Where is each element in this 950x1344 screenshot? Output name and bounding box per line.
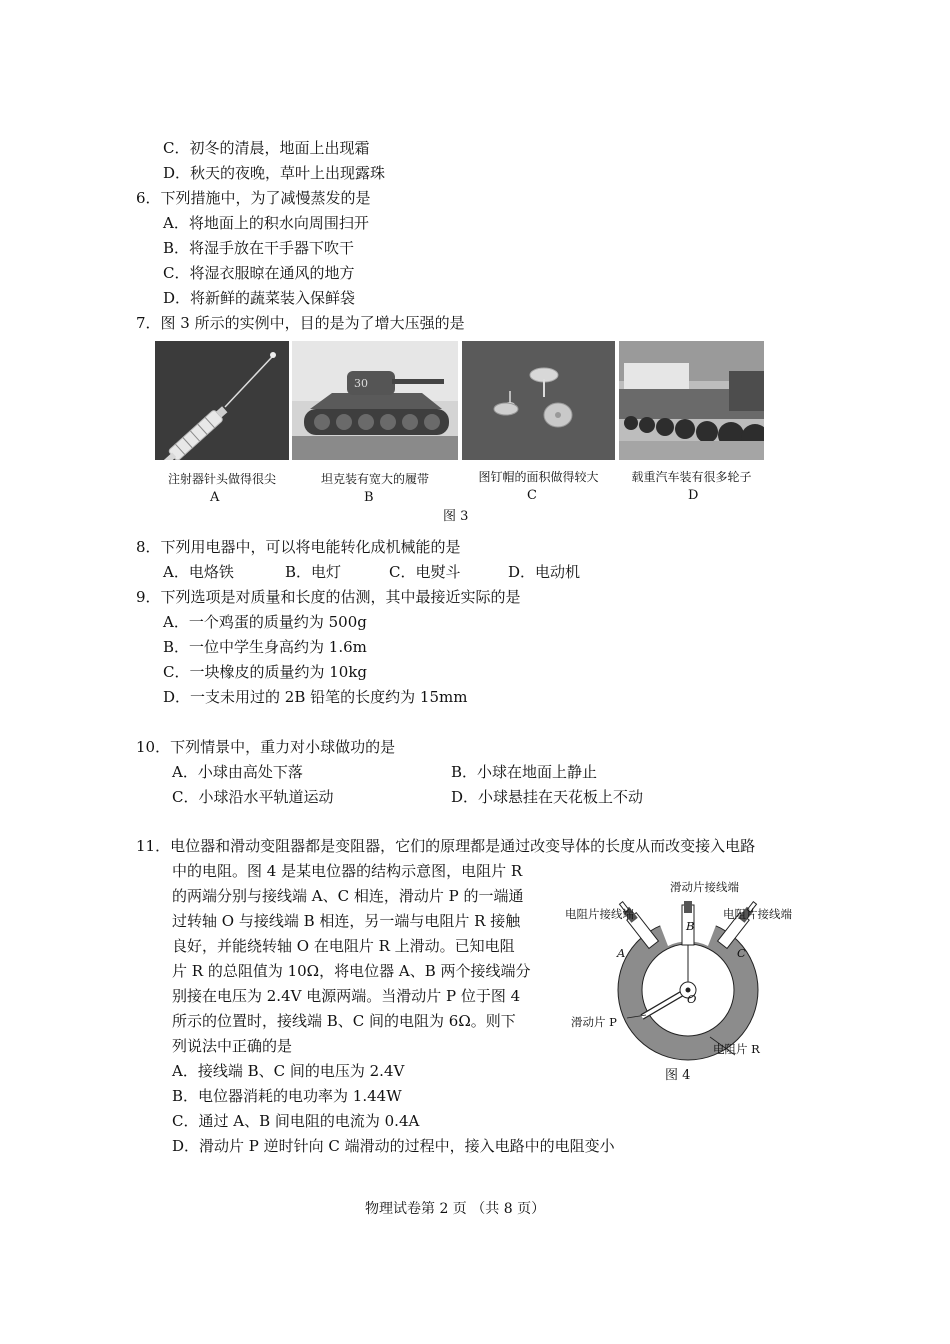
q5-option-d: D．秋天的夜晚，草叶上出现露珠 xyxy=(163,164,386,182)
q6-option-d: D．将新鲜的蔬菜装入保鲜袋 xyxy=(163,289,356,307)
q6-option-a: A．将地面上的积水向周围扫开 xyxy=(163,214,369,232)
q9-stem: 9．下列选项是对质量和长度的估测，其中最接近实际的是 xyxy=(136,588,521,606)
letter-b: B xyxy=(364,490,374,505)
q11-line-8: 所示的位置时，接线端 B、C 间的电阻为 6Ω。则下 xyxy=(172,1012,516,1030)
q5-option-c: C．初冬的清晨，地面上出现霜 xyxy=(163,139,370,157)
q11-line-2: 中的电阻。图 4 是某电位器的结构示意图，电阻片 R xyxy=(172,862,523,880)
q9-option-a: A．一个鸡蛋的质量约为 500g xyxy=(163,613,367,631)
letter-a: A xyxy=(210,490,220,505)
photo-tank xyxy=(292,341,458,460)
caption-c: 图钉帽的面积做得较大 xyxy=(478,470,599,484)
q10-option-d: D．小球悬挂在天花板上不动 xyxy=(451,788,644,806)
caption-d: 载重汽车装有很多轮子 xyxy=(631,470,752,484)
photo-trucks xyxy=(619,341,764,460)
q9-option-c: C．一块橡皮的质量约为 10kg xyxy=(163,663,368,681)
q10-option-b: B．小球在地面上静止 xyxy=(451,763,598,781)
letter-d: D xyxy=(688,488,699,503)
q11-option-a: A．接线端 B、C 间的电压为 2.4V xyxy=(172,1062,405,1080)
q8-option-a: A．电烙铁 xyxy=(163,563,234,581)
q9-option-b: B．一位中学生身高约为 1.6m xyxy=(163,638,367,656)
q10-stem: 10．下列情景中，重力对小球做功的是 xyxy=(136,738,396,756)
q11-option-d: D．滑动片 P 逆时针向 C 端滑动的过程中，接入电路中的电阻变小 xyxy=(172,1137,615,1155)
label-a: A xyxy=(617,946,626,960)
caption-a: 注射器针头做得很尖 xyxy=(167,472,276,486)
photo-syringe xyxy=(155,341,289,460)
caption-b: 坦克装有宽大的履带 xyxy=(320,472,429,486)
letter-c: C xyxy=(527,488,537,503)
q8-option-c: C．电熨斗 xyxy=(389,563,461,581)
q11-option-c: C．通过 A、B 间电阻的电流为 0.4A xyxy=(172,1112,420,1130)
q11-option-b: B．电位器消耗的电功率为 1.44W xyxy=(172,1087,402,1105)
q8-option-b: B．电灯 xyxy=(285,563,342,581)
label-b: B xyxy=(686,919,695,933)
q11-line-7: 别接在电压为 2.4V 电源两端。当滑动片 P 位于图 4 xyxy=(172,987,521,1005)
label-slider-terminal: 滑动片接线端 xyxy=(670,880,739,894)
q11-line-4: 过转轴 O 与接线端 B 相连，另一端与电阻片 R 接触 xyxy=(172,912,521,930)
q6-stem: 6．下列措施中，为了减慢蒸发的是 xyxy=(136,189,371,207)
q6-option-b: B．将湿手放在干手器下吹干 xyxy=(163,239,355,257)
label-slider-p: 滑动片 P xyxy=(571,1015,617,1029)
q11-line-6: 片 R 的总阻值为 10Ω，将电位器 A、B 两个接线端分 xyxy=(172,962,531,980)
q8-stem: 8．下列用电器中，可以将电能转化成机械能的是 xyxy=(136,538,461,556)
figure-3-label: 图 3 xyxy=(443,509,469,524)
q11-line-1: 11．电位器和滑动变阻器都是变阻器，它们的原理都是通过改变导体的长度从而改变接入电路 xyxy=(136,837,756,855)
page-footer: 物理试卷第 2 页 （共 8 页） xyxy=(365,1201,546,1217)
label-resistor-terminal-right: 电阻片接线端 xyxy=(723,907,792,921)
q11-line-5: 良好，并能绕转轴 O 在电阻片 R 上滑动。已知电阻 xyxy=(172,937,515,955)
label-resistor-r: 电阻片 R xyxy=(713,1042,760,1056)
q6-option-c: C．将湿衣服晾在通风的地方 xyxy=(163,264,355,282)
tank-number: 30 xyxy=(354,377,368,390)
q9-option-d: D．一支未用过的 2B 铅笔的长度约为 15mm xyxy=(163,688,468,706)
q8-option-d: D．电动机 xyxy=(508,563,581,581)
label-c: C xyxy=(737,946,746,960)
q10-option-c: C．小球沿水平轨道运动 xyxy=(172,788,334,806)
q10-option-a: A．小球由高处下落 xyxy=(172,763,303,781)
label-resistor-terminal-left: 电阻片接线端 xyxy=(565,907,634,921)
photo-thumbtacks xyxy=(462,341,615,460)
q11-line-3: 的两端分别与接线端 A、C 相连，滑动片 P 的一端通 xyxy=(172,887,524,905)
figure-4-label: 图 4 xyxy=(665,1068,691,1083)
label-o: O xyxy=(687,992,697,1006)
q11-line-9: 列说法中正确的是 xyxy=(172,1037,293,1055)
q7-stem: 7．图 3 所示的实例中，目的是为了增大压强的是 xyxy=(136,314,465,332)
